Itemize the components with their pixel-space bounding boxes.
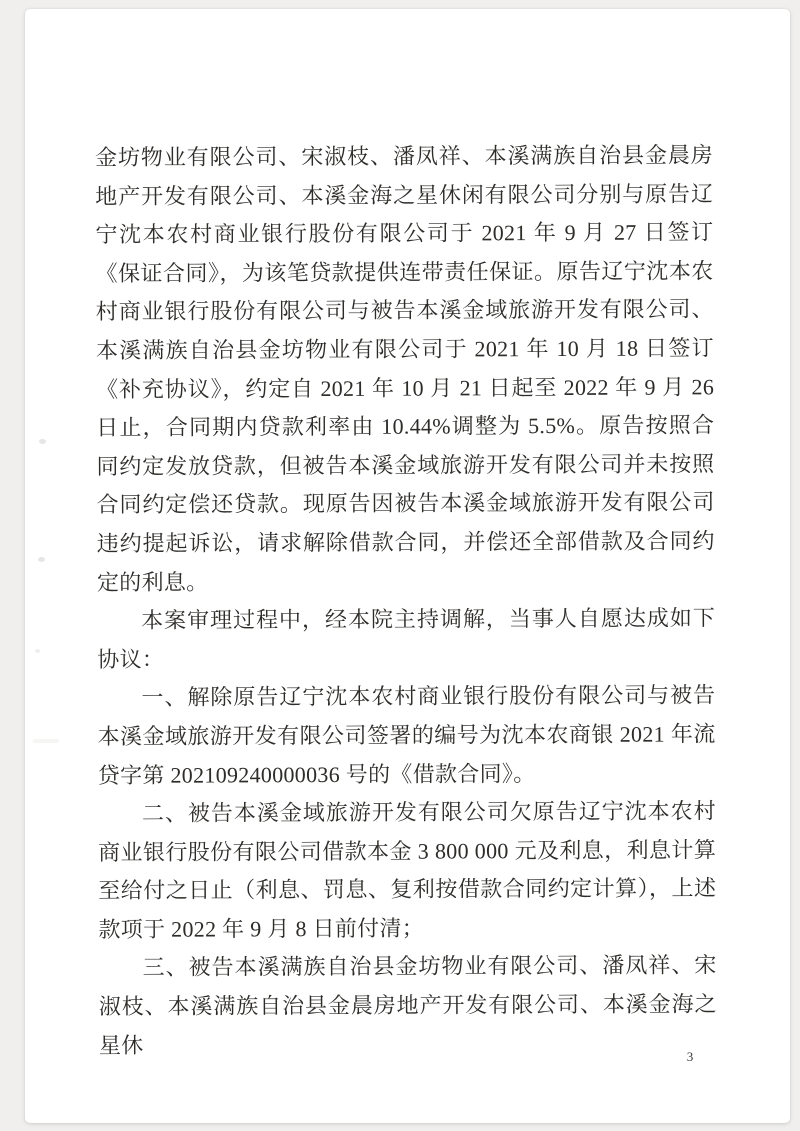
page-number: 3 bbox=[686, 1049, 694, 1064]
paragraph: 一、解除原告辽宁沈本农村商业银行股份有限公司与被告本溪金域旅游开发有限公司签署的编号为沈本农商银 2021 年流贷字第 202109240000036 号的《借款合同》。 bbox=[97, 682, 716, 788]
scan-artifact bbox=[38, 557, 45, 562]
paragraph: 二、被告本溪金域旅游开发有限公司欠原告辽宁沈本农村商业银行股份有限公司借款本金 3 800 000 元及利息，利息计算至给付之日止（利息、罚息、复利按借款合同约定计算），上述款项于 2022 年 9 月 8 日前付清； bbox=[98, 798, 717, 942]
document-body bbox=[95, 136, 717, 1065]
paragraph: 三、被告本溪满族自治县金坊物业有限公司、潘凤祥、宋淑枝、本溪满族自治县金晨房地产开发有限公司、本溪金海之星休 bbox=[98, 952, 717, 1058]
document-page bbox=[25, 9, 790, 1123]
scan-artifact bbox=[39, 439, 46, 444]
scan-artifact bbox=[35, 649, 40, 653]
paragraph: 本案审理过程中，经本院主持调解，当事人自愿达成如下协议： bbox=[97, 605, 716, 672]
scan-artifact bbox=[33, 739, 59, 743]
paragraph: 金坊物业有限公司、宋淑枝、潘凤祥、本溪满族自治县金晨房地产开发有限公司、本溪金海之星休闲有限公司分别与原告辽宁沈本农村商业银行股份有限公司于 2021 年 9 月 27 日签订《保证合同》，为该笔贷款提供连带责任保证。原告辽宁沈本农村商业银行股份有限公司与被告本溪金域旅游开发有限公司、本溪满族自治县金坊物业有限公司于 2021 年 10 月 18 日签订《补充协议》，约定自 2021 年 10 月 21 日起至 2022 年 9 月 26 日止，合同期内贷款利率由 10.44%调整为 5.5%。原告按照合同约定发放贷款，但被告本溪金域旅游开发有限公司并未按照合同约定偿还贷款。现原告因被告本溪金域旅游开发有限公司违约提起诉讼，请求解除借款合同，并偿还全部借款及合同约定的利息。 bbox=[95, 142, 715, 595]
